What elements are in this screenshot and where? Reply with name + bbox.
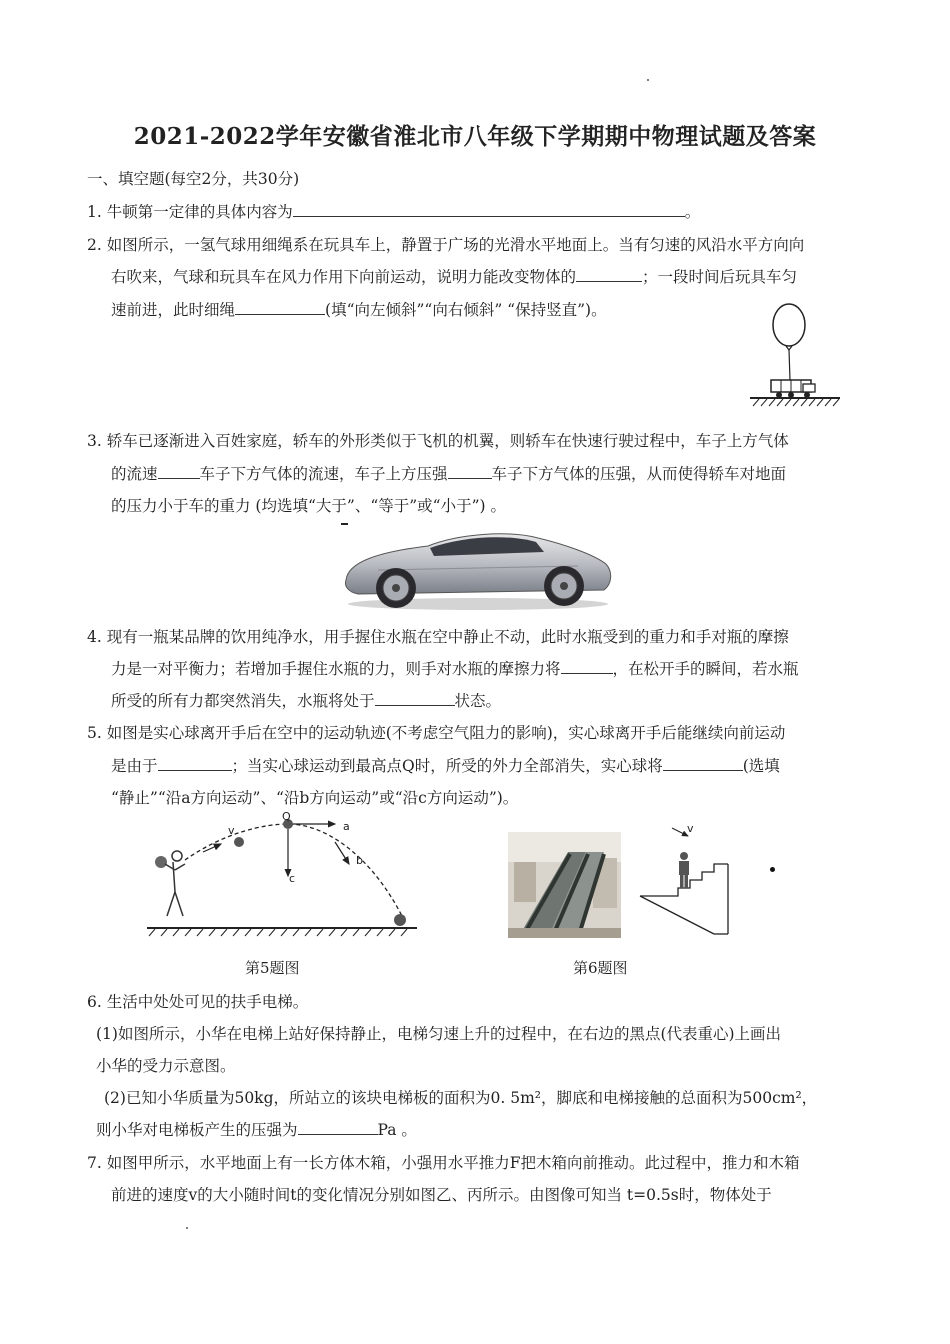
q2-text: ；一段时间后玩具车匀 [642, 268, 798, 286]
answer-blank[interactable] [158, 769, 232, 771]
q4-text: 力是一对平衡力；若增加手握住水瓶的力，则手对水瓶的摩擦力将 [111, 660, 561, 678]
label-b: b [356, 854, 363, 867]
label-v: v [228, 824, 235, 837]
q6-text: 则小华对电梯板产生的压强为 [96, 1121, 298, 1139]
answer-blank[interactable] [158, 477, 200, 479]
wheel-icon [376, 568, 416, 608]
q5-text: ；当实心球运动到最高点Q时，所受的外力全部消失，实心球将 [231, 757, 663, 775]
q6-line-5 [96, 1118, 417, 1140]
q3-text: 车子下方气体的流速，车子上方压强 [199, 465, 448, 483]
q2-line-2 [111, 265, 797, 287]
answer-blank[interactable] [293, 215, 685, 217]
balloon-car-figure [745, 300, 865, 412]
q5-text: 是由于 [111, 757, 158, 775]
q5-line-2 [111, 754, 780, 776]
answer-blank[interactable] [298, 1133, 378, 1135]
figure-6-caption: 第6题图 [573, 959, 628, 977]
q5-line-1: 5. 如图是实心球离开手后在空中的运动轨迹(不考虑空气阻力的影响)，实心球离开手后能继续向前运动 [87, 724, 786, 742]
label-v: v [687, 822, 694, 835]
athlete-icon [155, 851, 185, 916]
q4-text: 状态。 [454, 692, 502, 710]
figure-5-caption: 第5题图 [245, 959, 300, 977]
answer-blank[interactable] [576, 280, 642, 282]
question-1 [87, 200, 700, 222]
q2-text: (填“向左倾斜”“向右倾斜” “保持竖直”)。 [325, 301, 607, 319]
q4-line-1: 4. 现有一瓶某品牌的饮用纯净水，用手握住水瓶在空中静止不动，此时水瓶受到的重力和手对瓶的摩擦 [87, 628, 789, 646]
q6-line-4: (2)已知小华质量为50kg，所站立的该块电梯板的面积为0. 5m²，脚底和电梯接触的总面积为500cm²， [104, 1089, 818, 1107]
label-q: Q [282, 810, 291, 823]
answer-blank[interactable] [561, 672, 613, 674]
q2-text: 右吹来，气球和玩具车在风力作用下向前运动，说明力能改变物体的 [111, 268, 577, 286]
person-icon [679, 852, 689, 888]
q7-line-2: 前进的速度v的大小随时间t的变化情况分别如图乙、丙所示。由图像可知当 t=0.5s时，物体处于 [111, 1186, 772, 1204]
toy-car-icon [771, 380, 815, 398]
q2-line-1: 2. 如图所示，一氢气球用细绳系在玩具车上，静置于广场的光滑水平地面上。当有匀速的风沿水平方向向 [87, 236, 805, 254]
q3-line-1: 3. 轿车已逐渐进入百姓家庭，轿车的外形类似于飞机的机翼，则轿车在快速行驶过程中，车子上方气体 [87, 432, 789, 450]
answer-blank[interactable] [448, 477, 492, 479]
q6-line-1: 6. 生活中处处可见的扶手电梯。 [87, 993, 309, 1011]
label-a: a [343, 820, 350, 833]
balloon-icon [773, 304, 805, 346]
escalator-diagram [636, 822, 752, 938]
q6-line-2: (1)如图所示，小华在电梯上站好保持静止，电梯匀速上升的过程中，在右边的黑点(代表重心)上画出 [96, 1025, 782, 1043]
q6-text: Pa 。 [377, 1121, 417, 1139]
q2-text: 速前进，此时细绳 [111, 301, 236, 319]
q1-text: 1. 牛顿第一定律的具体内容为 [87, 203, 293, 221]
q3-line-2 [111, 462, 786, 484]
q3-text: 车子下方气体的压强，从而使得轿车对地面 [491, 465, 787, 483]
q6-line-3: 小华的受力示意图。 [96, 1057, 236, 1075]
q3-line-3: 的压力小于车的重力 (均选填“大于”、“等于”或“小于”) 。 [111, 497, 506, 515]
page-title: 2021-2022学年安徽省淮北市八年级下学期期中物理试题及答案 [133, 123, 817, 150]
label-c: c [289, 872, 296, 885]
stray-mark [647, 79, 649, 81]
q2-line-3 [111, 298, 607, 320]
escalator-photo [508, 832, 621, 938]
wheel-icon [544, 566, 584, 606]
q4-text: 所受的所有力都突然消失，水瓶将处于 [111, 692, 375, 710]
answer-blank[interactable] [375, 704, 455, 706]
q4-line-3 [111, 689, 501, 711]
answer-blank[interactable] [235, 313, 325, 315]
q4-text: ，在松开手的瞬间，若水瓶 [612, 660, 799, 678]
stray-mark [186, 1227, 188, 1229]
q5-line-3: “静止”“沿a方向运动”、“沿b方向运动”或“沿c方向运动”)。 [111, 789, 519, 807]
projectile-figure [145, 812, 425, 940]
q7-line-1: 7. 如图甲所示，水平地面上有一长方体木箱，小强用水平推力F把木箱向前推动。此过程中，推力和木箱 [87, 1154, 800, 1172]
q1-end: 。 [684, 203, 701, 221]
q5-text: (选填 [742, 757, 780, 775]
section-heading: 一、填空题(每空2分，共30分) [87, 170, 300, 188]
answer-blank[interactable] [663, 769, 743, 771]
center-of-gravity-dot[interactable] [770, 867, 775, 872]
q3-text: 的流速 [111, 465, 158, 483]
sedan-car-image [338, 522, 618, 612]
q4-line-2 [111, 657, 799, 679]
